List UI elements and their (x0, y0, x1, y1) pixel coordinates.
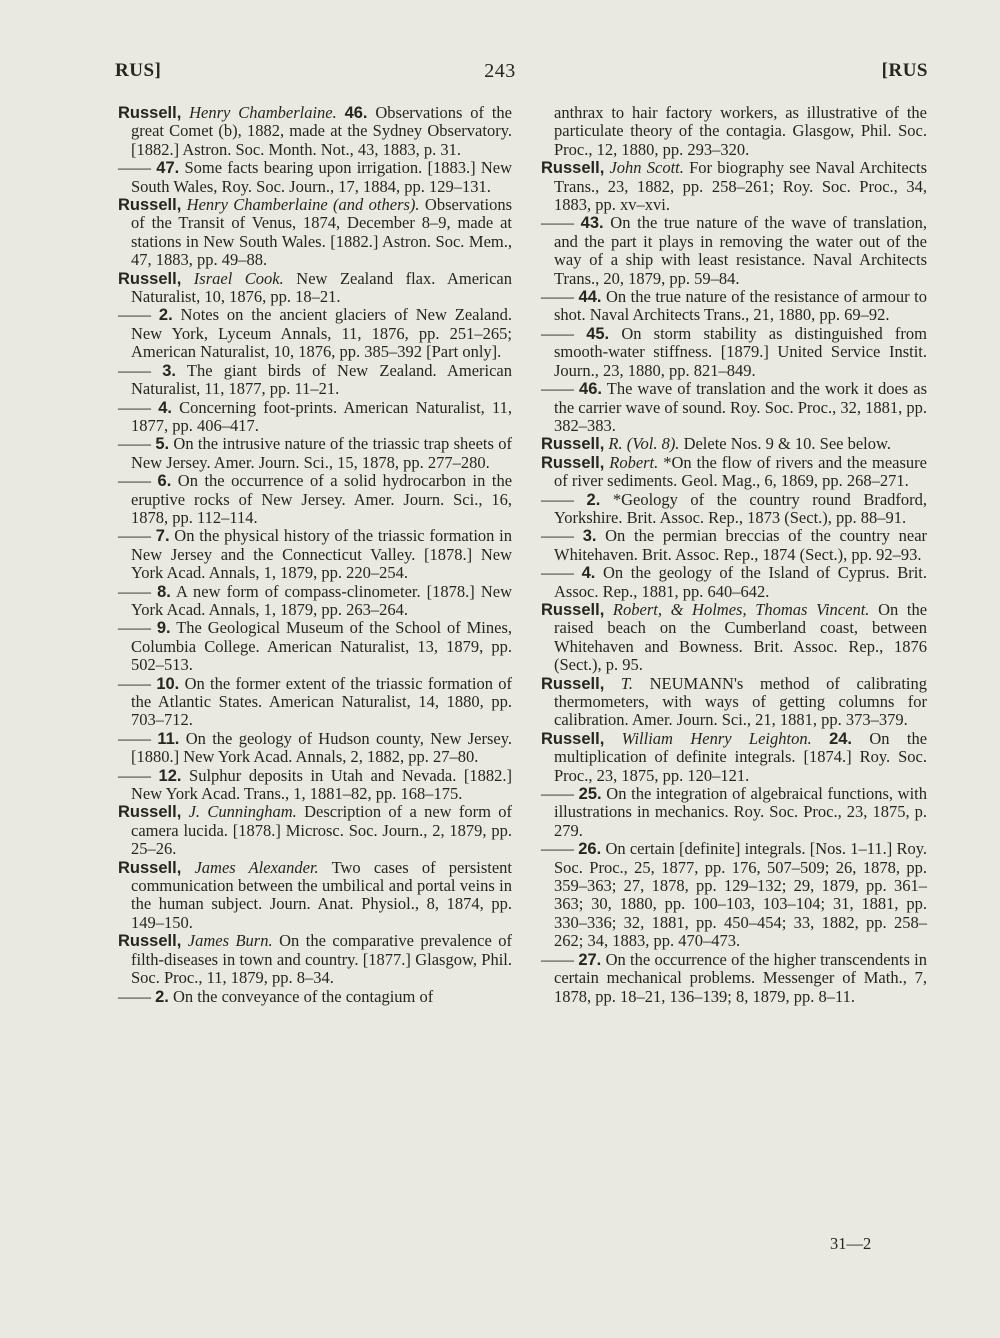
entry-text: On the geology of Hudson county, New Jersey. [1880.] New York Acad. Annals, 2, 1882, pp. 27–80. (131, 728, 513, 767)
entry-number: 5. (155, 435, 170, 454)
ditto-dash: —— (541, 379, 574, 399)
author-surname: Russell, (541, 159, 605, 178)
entry-number: 6. (157, 472, 172, 491)
entry-text: On the integration of algebraical functions, with illustrations in mechanics. Roy. Soc. Proc., 23, 1875, p. 279. (554, 784, 928, 840)
entry-text: On the physical history of the triassic formation in New Jersey and the Connecticut Valley. [1878.] New York Acad. Annals, 1, 1879, pp. 220–254. (131, 526, 513, 583)
ditto-dash: —— (118, 434, 151, 454)
bibliography-entry (541, 840, 927, 950)
author-given-names: J. Cunningham. (188, 802, 297, 822)
bibliography-entry (118, 988, 512, 1006)
ditto-dash: —— (541, 784, 574, 804)
bibliography-entry (118, 104, 512, 159)
bibliography-entry (118, 619, 512, 674)
entry-text: New Zealand flax. American Naturalist, 10, 1876, pp. 18–21. (131, 268, 513, 307)
author-surname: Russell, (541, 674, 605, 693)
ditto-dash: —— (541, 287, 574, 307)
ditto-dash: —— (118, 360, 151, 380)
entry-text: On the occurrence of the higher transcendents in certain mechanical problems. Messenger of Math., 7, 1878, pp. 18–21, 136–139; 8, 1879, pp. 8–11. (554, 949, 928, 1006)
entry-number: 47. (156, 159, 180, 178)
bibliography-entry (118, 803, 512, 858)
entry-text: Some facts bearing upon irrigation. [1883.] New South Wales, Roy. Soc. Journ., 17, 1884, pp. 129–131. (131, 158, 513, 196)
author-surname: Russell, (118, 196, 182, 215)
bibliography-entry (541, 325, 927, 380)
author-given-names: John Scott. (609, 158, 684, 178)
entry-text: *Geology of the country round Bradford, Yorkshire. Brit. Assoc. Rep., 1873 (Sect.), pp. 88–91. (554, 489, 928, 527)
ditto-dash: —— (118, 397, 151, 417)
entry-text: On the raised beach on the Cumberland coast, between Whitehaven and Bowness. Brit. Assoc. Rep., 1876 (Sect.), p. 95. (554, 599, 928, 675)
bibliography-entry (541, 564, 927, 601)
entry-text: On the multiplication of definite integrals. [1874.] Roy. Soc. Proc., 23, 1875, pp. 120–121. (554, 728, 928, 785)
ditto-dash: —— (541, 526, 574, 546)
ditto-dash: —— (118, 158, 151, 178)
entry-number: 44. (578, 288, 602, 307)
bibliography-entry (118, 527, 512, 582)
left-column (118, 104, 512, 1006)
entry-number: 46. (579, 380, 602, 399)
entry-text: On the geology of the Island of Cyprus. Brit. Assoc. Rep., 1881, pp. 640–642. (554, 563, 928, 601)
author-given-names: R. (Vol. 8). (608, 434, 680, 454)
bibliography-entry (118, 159, 512, 196)
entry-number: 8. (157, 582, 171, 601)
entry-number: 3. (582, 527, 597, 546)
bibliography-entry (541, 491, 927, 528)
bibliography-entry (118, 767, 512, 804)
ditto-dash: —— (541, 213, 574, 233)
entry-number: 7. (155, 527, 170, 546)
entry-number: 46. (344, 104, 368, 122)
bibliography-entry (118, 435, 512, 472)
author-surname: Russell, (541, 729, 605, 748)
bibliography-entry (541, 288, 927, 325)
author-given-names: Israel Cook. (193, 268, 284, 288)
ditto-dash: —— (118, 986, 151, 1006)
bibliography-entry (541, 435, 927, 453)
bibliography-entry (118, 675, 512, 730)
entry-text: On the true nature of the wave of translation, and the part it plays in removing the water out of the way of a ship with least resistance. Naval Architects Trans., 20, 1879, pp. 59–84. (554, 213, 928, 288)
author-surname: Russell, (118, 104, 182, 122)
author-surname: Russell, (118, 932, 182, 951)
entry-text: anthrax to hair factory workers, as illustrative of the particulate theory of the contagia. Glasgow, Phil. Soc. Proc., 12, 1880, pp. 293–320. (554, 103, 927, 159)
bibliography-entry (541, 104, 927, 159)
entry-text: On storm stability as distinguished from smooth-water stiffness. [1879.] United Service Instit. Journ., 23, 1880, pp. 821–849. (554, 323, 927, 380)
entry-text: On the occurrence of a solid hydrocarbon in the eruptive rocks of New Jersey. Amer. Journ. Sci., 16, 1878, pp. 112–114. (131, 471, 513, 527)
ditto-dash: —— (118, 618, 151, 638)
author-given-names: James Burn. (187, 931, 273, 951)
entry-text: On the intrusive nature of the triassic trap sheets of New Jersey. Amer. Journ. Sci., 15, 1878, pp. 277–280. (131, 434, 513, 472)
author-given-names: Henry Chamberlaine (and others). (186, 195, 420, 215)
signature-mark: 31—2 (830, 1234, 872, 1253)
entry-text: Sulphur deposits in Utah and Nevada. [1882.] New York Acad. Trans., 1, 1881–82, pp. 168–175. (131, 765, 512, 804)
entry-number: 45. (586, 324, 610, 343)
bibliography-entry (118, 306, 512, 361)
right-column (541, 104, 927, 1006)
entry-text: The giant birds of New Zealand. American Naturalist, 11, 1877, pp. 11–21. (131, 360, 512, 399)
ditto-dash: —— (118, 305, 151, 325)
author-surname: Russell, (118, 858, 182, 877)
entry-text: On the true nature of the resistance of armour to shot. Naval Architects Trans., 21, 1880, pp. 69–92. (554, 287, 927, 325)
author-given-names: Henry Chamberlaine. (189, 103, 337, 122)
bibliography-entry (118, 399, 512, 436)
bibliography-entry (541, 380, 927, 435)
bibliography-entry (118, 730, 512, 767)
bibliography-entry (541, 730, 927, 785)
entry-text: Notes on the ancient glaciers of New Zealand. New York, Lyceum Annals, 11, 1876, pp. 251–265; American Naturalist, 10, 1876, pp. 385–392 [Part only]. (131, 305, 512, 362)
entry-text: Observations of the great Comet (b), 1882, made at the Sydney Observatory. [1882.] Astron. Soc. Month. Not., 43, 1883, p. 31. (131, 103, 513, 159)
bibliography-entry (118, 270, 512, 307)
ditto-dash: —— (118, 673, 151, 693)
entry-text: Description of a new form of camera lucida. [1878.] Microsc. Soc. Journ., 2, 1879, pp. 25–26. (131, 802, 513, 859)
bibliography-entry (118, 859, 512, 933)
entry-text: The wave of translation and the work it does as the carrier wave of sound. Roy. Soc. Proc., 32, 1881, pp. 382–383. (554, 379, 928, 435)
entry-text: On certain [definite] integrals. [Nos. 1–11.] Roy. Soc. Proc., 25, 1877, pp. 176, 507–509; 26, 1878, pp. 359–363; 27, 1878, pp. 129–132; 29, 1879, pp. 361–363; 30, 1880, pp. 100–103, 103–104; 31, 1881, pp. 330–336; 32, 1881, pp. 450–454; 33, 1882, pp. 258–262; 34, 1883, pp. 470–473. (554, 839, 928, 951)
entry-text: Delete Nos. 9 & 10. See below. (683, 434, 891, 454)
running-head-left: RUS] (115, 60, 162, 81)
bibliography-entry (118, 196, 512, 270)
entry-text: On the permian breccias of the country near Whitehaven. Brit. Assoc. Rep., 1874 (Sect.), pp. 92–93. (554, 526, 928, 564)
bibliography-entry (541, 785, 927, 840)
entry-number: 10. (156, 674, 180, 693)
entry-text: NEUMANN's method of calibrating thermometers, with ways of getting columns for calibration. Amer. Journ. Sci., 21, 1881, pp. 373–379. (554, 673, 927, 730)
entry-number: 2. (155, 987, 169, 1006)
ditto-dash: —— (118, 526, 151, 546)
bibliography-entry (541, 159, 927, 214)
entry-number: 4. (581, 564, 596, 583)
author-given-names: James Alexander. (194, 857, 319, 877)
ditto-dash: —— (118, 581, 151, 601)
entry-number: 25. (578, 785, 602, 804)
entry-number: 11. (157, 729, 180, 748)
entry-number: 2. (158, 306, 173, 325)
ditto-dash: —— (118, 765, 151, 785)
bibliography-entry (118, 472, 512, 527)
entry-number: 9. (156, 619, 171, 638)
entry-text: Observations of the Transit of Venus, 1874, December 8–9, made at stations in New South Wales. [1882.] Astron. Soc. Mem., 47, 1883, pp. 49–88. (131, 195, 512, 270)
author-surname: Russell, (541, 600, 605, 619)
bibliography-entry (118, 362, 512, 399)
author-given-names: William Henry Leighton. (621, 728, 812, 748)
entry-text: The Geological Museum of the School of Mines, Columbia College. American Naturalist, 13, 1879, pp. 502–513. (131, 618, 512, 675)
bibliography-entry (118, 932, 512, 987)
entry-text: On the former extent of the triassic formation of the Atlantic States. American Naturalist, 14, 1880, pp. 703–712. (131, 673, 513, 730)
entry-text: Concerning foot-prints. American Naturalist, 11, 1877, pp. 406–417. (131, 397, 512, 435)
bibliography-entry (541, 527, 927, 564)
entry-number: 12. (158, 766, 182, 785)
author-surname: Russell, (541, 435, 605, 454)
ditto-dash: —— (541, 839, 574, 859)
entry-text: A new form of compass-clinometer. [1878.] New York Acad. Annals, 1, 1879, pp. 263–264. (131, 581, 513, 619)
bibliography-entry (541, 214, 927, 288)
entry-text: *On the flow of rivers and the measure of river sediments. Geol. Mag., 6, 1869, pp. 268–271. (554, 452, 927, 491)
author-given-names: Robert, & Holmes, Thomas Vincent. (612, 599, 870, 619)
ditto-dash: —— (541, 949, 574, 969)
ditto-dash: —— (541, 323, 574, 343)
ditto-dash: —— (541, 489, 574, 509)
author-surname: Russell, (118, 269, 182, 288)
entry-text: On the comparative prevalence of filth-diseases in town and country. [1877.] Glasgow, Phil. Soc. Proc., 11, 1879, pp. 8–34. (131, 931, 513, 988)
author-surname: Russell, (118, 803, 182, 822)
ditto-dash: —— (118, 728, 151, 748)
running-head-right: [RUS (881, 60, 928, 81)
bibliography-entry (541, 951, 927, 1006)
bibliography-entry (541, 454, 927, 491)
entry-number: 43. (580, 214, 604, 233)
entry-number: 27. (578, 950, 602, 969)
entry-number: 2. (586, 490, 601, 509)
entry-text: Two cases of persistent communication between the umbilical and portal veins in the human subject. Journ. Anat. Physiol., 8, 1874, pp. 149–150. (131, 857, 513, 932)
bibliography-entry (118, 583, 512, 620)
bibliography-entry (541, 601, 927, 675)
entry-number: 4. (158, 398, 172, 417)
entry-text: On the conveyance of the contagium of (173, 986, 434, 1006)
ditto-dash: —— (541, 563, 574, 583)
entry-number: 24. (829, 729, 852, 748)
bibliography-entry (541, 675, 927, 730)
author-surname: Russell, (541, 453, 605, 472)
page-number: 243 (484, 60, 516, 82)
entry-text: For biography see Naval Architects Trans., 23, 1882, pp. 258–261; Roy. Soc. Proc., 34, 1883, pp. xv–xvi. (554, 158, 928, 215)
entry-number: 3. (162, 361, 176, 380)
author-given-names: T. (620, 673, 633, 693)
entry-number: 26. (578, 840, 602, 859)
ditto-dash: —— (118, 471, 151, 491)
author-given-names: Robert. (609, 452, 659, 472)
